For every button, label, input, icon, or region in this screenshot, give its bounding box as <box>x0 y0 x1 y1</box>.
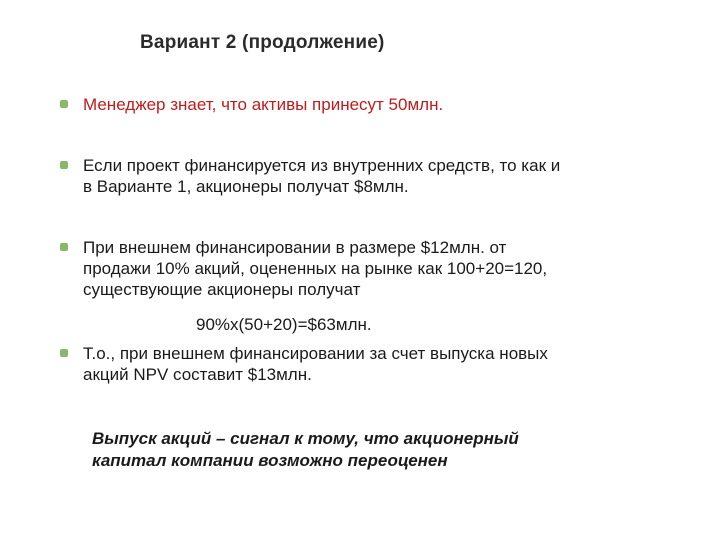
bullet-text: Менеджер знает, что активы принесут 50млн. <box>83 95 444 114</box>
formula-line: 90%х(50+20)=$63млн. <box>196 315 372 334</box>
bullet-marker-icon <box>60 161 68 169</box>
slide-title: Вариант 2 (продолжение) <box>140 32 385 53</box>
conclusion-text: Выпуск акций – сигнал к тому, что акционерный капитал компании возможно переоценен <box>92 429 519 470</box>
bullet-item <box>60 155 643 197</box>
bullet-text: Если проект финансируется из внутренних средств, то как и в Варианте 1, акционеры получат $8млн. <box>83 156 561 196</box>
bullet-item <box>60 237 643 300</box>
bullet-marker-icon <box>60 349 68 357</box>
bullet-item <box>60 94 643 115</box>
bullet-marker-icon <box>60 100 68 108</box>
bullet-text: Т.о., при внешнем финансировании за счет выпуска новых акций NPV составит $13млн. <box>83 344 548 384</box>
bullet-marker-icon <box>60 243 68 251</box>
bullet-item <box>60 343 643 385</box>
bullet-text: При внешнем финансировании в размере $12млн. от продажи 10% акций, оцененных на рынке как 100+20=120, существующие акционеры получат <box>83 238 548 299</box>
